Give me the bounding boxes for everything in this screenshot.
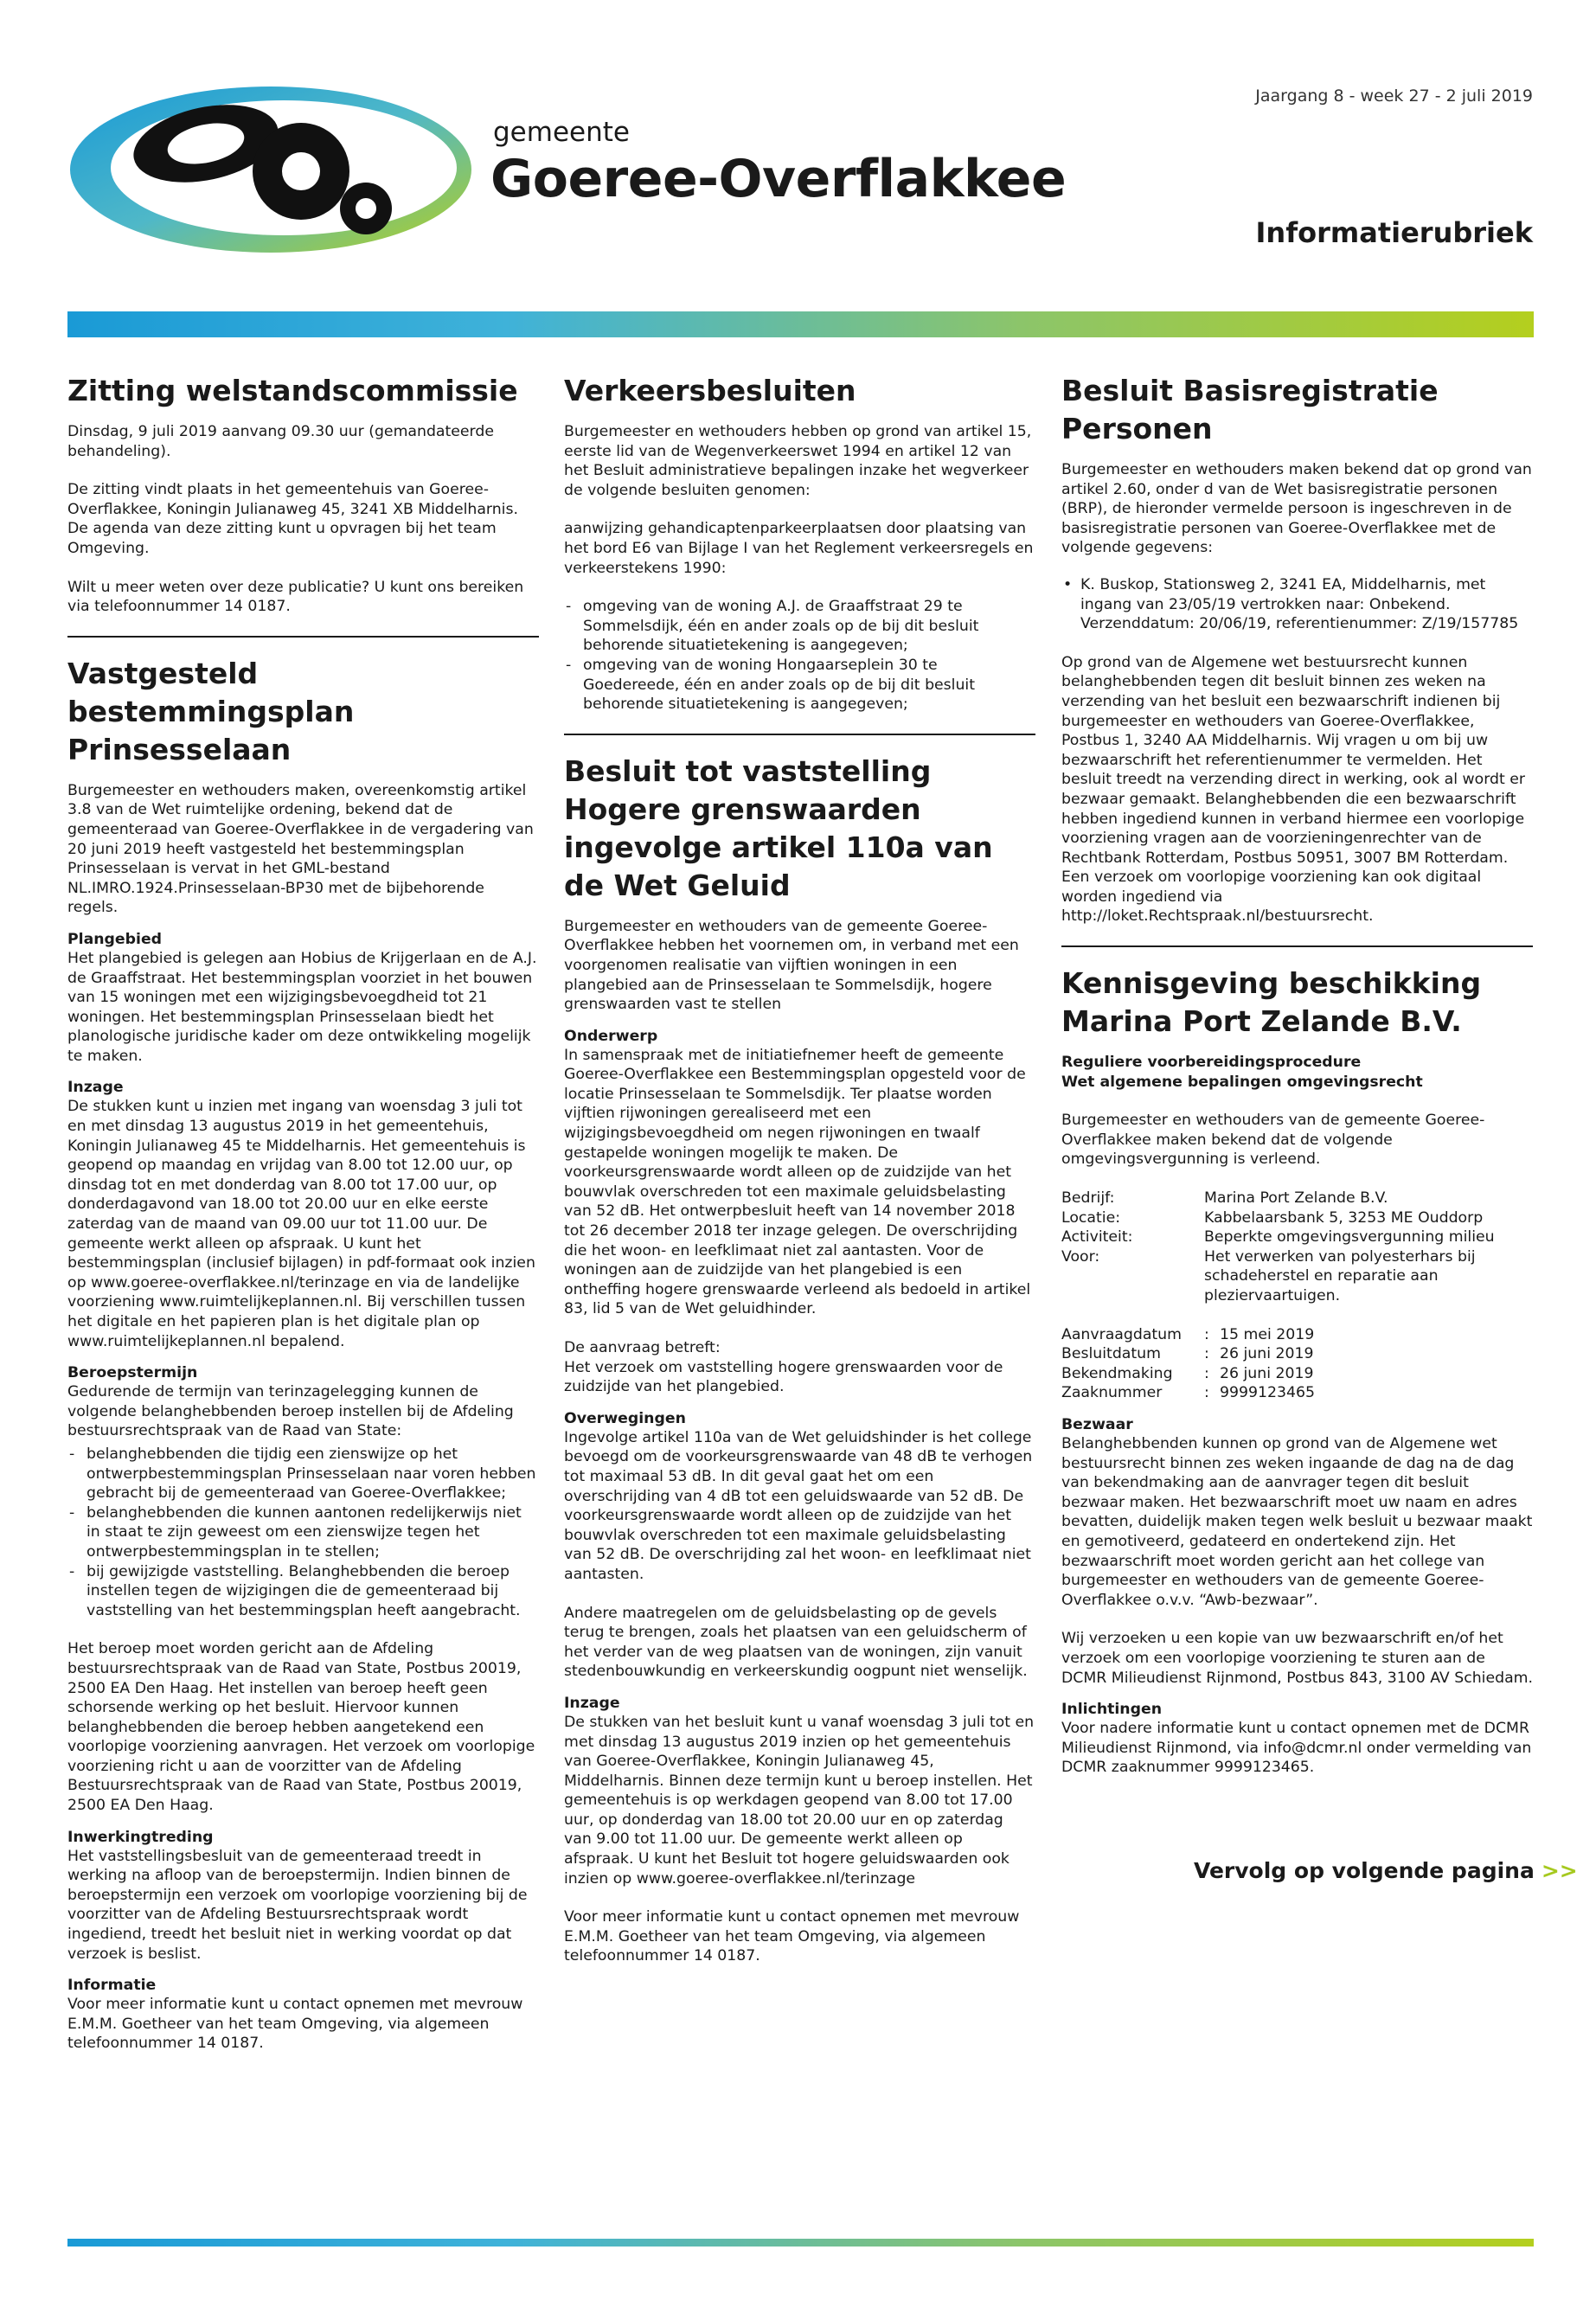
- continue-label[interactable]: Vervolg op volgende pagina: [1194, 1858, 1535, 1883]
- law-label: Wet algemene bepalingen omgevingsrecht: [1061, 1073, 1423, 1091]
- list-item: - belanghebbenden die kunnen aantonen redelijkerwijs niet in staat te zijn geweest om een zienswijze tegen het ontwerpbestemmingsplan in te stellen;: [67, 1503, 539, 1562]
- detail-value: 15 mei 2019: [1220, 1325, 1315, 1343]
- paragraph: Wij verzoeken u een kopie van uw bezwaarschrift en/of het verzoek om een voorlopige voorziening te sturen aan de DCMR Milieudienst Rijnmond, Postbus 843, 3100 AV Schiedam.: [1061, 1630, 1533, 1687]
- paragraph: Wilt u meer weten over deze publicatie? U kunt ons bereiken via telefoonnummer 14 0187.: [67, 578, 524, 616]
- list-item: - omgeving van de woning A.J. de Graaffstraat 29 te Sommelsdijk, één en ander zoals op de bij dit besluit behorende situatietekening is aangegeven;: [564, 597, 1035, 656]
- section-title: Kennisgeving beschikking Marina Port Zelande B.V.: [1061, 966, 1482, 1039]
- paragraph: aanwijzing gehandicaptenparkeerplaatsen door plaatsing van het bord E6 van Bijlage I van het Reglement verkeersregels en verkeerstekens 1990:: [564, 520, 1034, 577]
- detail-value: Marina Port Zelande B.V.: [1204, 1189, 1388, 1208]
- double-chevron-icon: >>: [1541, 1858, 1578, 1883]
- detail-value: 26 juni 2019: [1220, 1364, 1314, 1382]
- subheading: Informatie: [67, 1977, 157, 1995]
- list-item: • K. Buskop, Stationsweg 2, 3241 EA, Middelharnis, met ingang van 23/05/19 vertrokken naar: Onbekend. Verzenddatum: 20/06/19, referentienummer: Z/19/157785: [1061, 575, 1533, 634]
- detail-key: Zaaknummer: [1061, 1384, 1163, 1402]
- divider: [67, 636, 539, 638]
- paragraph: Op grond van de Algemene wet bestuursrecht kunnen belanghebbenden tegen dit besluit binnen zes weken na verzending van het besluit een bezwaarschrift indienen bij burgemeester en wethouders van Goeree-Overflakkee, Postbus 1, 3240 AA Middelharnis. Wij vragen u om bij uw bezwaarschrift het referentienummer te vermelden. Het besluit treedt na verzending direct in werking, ook al wordt er bezwaar gemaakt. Belanghebbenden die een bezwaarschrift hebben ingediend kunnen in verband hiermee een voorlopige voorziening vragen aan de voorzieningenrechter van de Rechtbank Rotterdam, Postbus 50951, 3007 BM Rotterdam. Een verzoek om voorlopige voorziening kan ook digitaal worden ingediend via http://loket.Rechtspraak.nl/bestuursrecht.: [1061, 653, 1526, 926]
- section-title: Zitting welstandscommissie: [67, 374, 518, 407]
- procedure-label: Reguliere voorbereidingsprocedure: [1061, 1054, 1362, 1072]
- section-title: Besluit tot vaststelling Hogere grenswaarden ingevolge artikel 110a van de Wet Geluid: [564, 753, 993, 902]
- edition-info: Jaargang 8 - week 27 - 2 juli 2019: [1255, 87, 1533, 106]
- list-item: - omgeving van de woning Hongaarseplein 30 te Goedereede, één en ander zoals op de bij dit besluit behorende situatietekening is aangegeven;: [564, 656, 1035, 715]
- paragraph: Andere maatregelen om de geluidsbelasting op de gevels terug te brengen, zoals het plaatsen van een geluidscherm of het verder van de weg plaatsen van de woningen, zijn vanuit stedenbouwkundig en verkeerskundig oogpunt niet wenselijk.: [564, 1604, 1028, 1681]
- paragraph: Burgemeester en wethouders van de gemeente Goeree-Overflakkee maken bekend dat de volgende omgevingsvergunning is verleend.: [1061, 1112, 1485, 1169]
- detail-value: Het verwerken van polyesterhars bij schadeherstel en reparatie aan pleziervaartuigen.: [1204, 1247, 1476, 1304]
- subheading: Inlichtingen: [1061, 1701, 1163, 1719]
- column-1: [67, 372, 539, 2054]
- subheading: Beroepstermijn: [67, 1364, 198, 1382]
- rubric-title: Informatierubriek: [1255, 216, 1533, 249]
- subheading: Bezwaar: [1061, 1415, 1133, 1433]
- paragraph: Burgemeester en wethouders hebben op grond van artikel 15, eerste lid van de Wegenverkeerswet 1994 en artikel 12 van het Besluit administratieve bepalingen inzake het wegverkeer de volgende besluiten genomen:: [564, 423, 1032, 499]
- paragraph: In samenspraak met de initiatiefnemer heeft de gemeente Goeree-Overflakkee een Bestemmingsplan opgesteld voor de locatie Prinsesselaan te Sommelsdijk. Ter plaatse worden vijftien rijwoningen gerealiseerd met een wijzigingsbevoegdheid om negen rijwoningen en twaalf gestapelde woningen mogelijk te maken. De voorkeursgrenswaarde wordt alleen op de zuidzijde van het bouwvlak overschreden tot een maximale geluidsbelasting van 52 dB. Het ontwerpbesluit heeft van 14 november 2018 tot 26 december 2018 ter inzage gelegen. De overschrijding die het woon- en leefklimaat niet zal aantasten. Voor de woningen aan de zuidzijde van het plangebied is een ontheffing hogere grenswaarde verleend als bedoeld in artikel 83, lid 5 van de Wet geluidhinder.: [564, 1046, 1031, 1318]
- paragraph: Belanghebbenden kunnen op grond van de Algemene wet bestuursrecht binnen zes weken ingaande de dag na de dag van bekendmaking aan de aanvrager tegen dit besluit bezwaar maken. Het bezwaarschrift moet uw naam en adres bevatten, duidelijk maken tegen welk besluit u bezwaar maakt en gemotiveerd, gedateerd en ondertekend zijn. Het bezwaarschrift moet worden gericht aan het college van burgemeester en wethouders van de gemeente Goeree-Overflakkee o.v.v. “Awb-bezwaar”.: [1061, 1434, 1533, 1609]
- section-title: Verkeersbesluiten: [564, 374, 856, 407]
- paragraph: Voor nadere informatie kunt u contact opnemen met de DCMR Milieudienst Rijnmond, via info@dcmr.nl onder vermelding van DCMR zaaknummer 9999123465.: [1061, 1720, 1532, 1777]
- detail-value: Beperkte omgevingsvergunning milieu: [1204, 1228, 1495, 1247]
- paragraph: Het plangebied is gelegen aan Hobius de Krijgerlaan en de A.J. de Graaffstraat. Het bestemmingsplan voorziet in het bouwen van 15 woningen met een wijzigingsbevoegdheid tot 21 woningen. Het bestemmingsplan Prinsesselaan biedt het planologische juridische kader om deze ontwikkeling mogelijk te maken.: [67, 949, 537, 1065]
- paragraph: Ingevolge artikel 110a van de Wet geluidshinder is het college bevoegd om de voorkeursgrenswaarde van 48 dB te verhogen tot maximaal 53 dB. In dit geval gaat het om een overschrijding van 4 dB tot een geluidswaarde van 52 dB. De voorkeursgrenswaarde wordt alleen op de zuidzijde van het bouwvlak overschreden tot een maximale geluidsbelasting van 52 dB. De overschrijding zal het woon- en leefklimaat niet aantasten.: [564, 1428, 1033, 1583]
- detail-value: 26 juni 2019: [1220, 1345, 1314, 1363]
- detail-key: Bekendmaking: [1061, 1364, 1173, 1382]
- subheading: Plangebied: [67, 930, 163, 948]
- detail-key: Activiteit:: [1061, 1228, 1133, 1247]
- paragraph: De stukken kunt u inzien met ingang van woensdag 3 juli tot en met dinsdag 13 augustus 2019 in het gemeentehuis, Koningin Julianaweg 45 te Middelharnis. Het gemeentehuis is geopend op maandag en vrijdag van 8.00 tot 12.00 uur, op dinsdag tot en met donderdag van 8.00 tot 17.00 uur, op donderdagavond van 18.00 tot 20.00 uur en elke eerste zaterdag van de maand van 09.00 uur tot 11.00 uur. De gemeente werkt alleen op afspraak. U kunt het bestemmingsplan (inclusief bijlagen) in pdf-formaat ook inzien op www.goeree-overflakkee.nl/terinzage en via de landelijke voorziening www.ruimtelijkeplannen.nl. Bij verschillen tussen het digitale en het papieren plan is het digitale plan op www.ruimtelijkeplannen.nl bepalend.: [67, 1098, 535, 1350]
- section-title: Vastgesteld bestemmingsplan Prinsesselaan: [67, 656, 355, 766]
- dash-list: [67, 1445, 539, 1620]
- paragraph: Gedurende de termijn van terinzagelegging kunnen de volgende belanghebbenden beroep instellen bij de Afdeling bestuursrechtspraak van de Raad van State:: [67, 1383, 514, 1440]
- detail-key: Bedrijf:: [1061, 1189, 1115, 1208]
- permit-details: [1061, 1189, 1533, 1306]
- paragraph: Dinsdag, 9 juli 2019 aanvang 09.30 uur (gemandateerde behandeling).: [67, 423, 494, 460]
- detail-value: Kabbelaarsbank 5, 3253 ME Ouddorp: [1204, 1208, 1484, 1227]
- list-item: - belanghebbenden die tijdig een zienswijze op het ontwerpbestemmingsplan Prinsesselaan naar voren hebben gebracht bij de gemeenteraad van Goeree-Overflakkee;: [67, 1445, 539, 1503]
- paragraph: Het beroep moet worden gericht aan de Afdeling bestuursrechtspraak van de Raad van State, Postbus 20019, 2500 EA Den Haag. Het instellen van beroep heeft geen schorsende werking op het besluit. Hiervoor kunnen belanghebbenden die beroep hebben aangetekend een voorlopige voorziening aanvragen. Het verzoek om voorlopige voorziening richt u aan de voorzitter van de Afdeling Bestuursrechtspraak van de Raad van State, Postbus 20019, 2500 EA Den Haag.: [67, 1640, 535, 1815]
- brand-small: gemeente: [493, 117, 630, 148]
- detail-sep: :: [1204, 1364, 1209, 1382]
- continue-link[interactable]: [1194, 1858, 1578, 1883]
- divider: [564, 734, 1035, 735]
- subheading: Inzage: [67, 1079, 124, 1097]
- paragraph: De zitting vindt plaats in het gemeentehuis van Goeree-Overflakkee, Koningin Julianaweg 45, 3241 XB Middelharnis. De agenda van deze zitting kunt u opvragen bij het team Omgeving.: [67, 481, 518, 557]
- column-3: [1061, 372, 1533, 1778]
- subheading: Inwerkingtreding: [67, 1828, 214, 1846]
- paragraph: De aanvraag betreft: Het verzoek om vaststelling hogere grenswaarden voor de zuidzijde van het plangebied.: [564, 1339, 1003, 1396]
- subheading: Overwegingen: [564, 1409, 686, 1427]
- detail-key: Locatie:: [1061, 1208, 1121, 1227]
- paragraph: Voor meer informatie kunt u contact opnemen met mevrouw E.M.M. Goetheer van het team Omgeving, via algemeen telefoonnummer 14 0187.: [67, 1996, 523, 2053]
- brand-title: Goeree-Overflakkee: [490, 149, 1067, 209]
- section-title: Besluit Basisregistratie Personen: [1061, 374, 1439, 445]
- paragraph: Burgemeester en wethouders maken bekend dat op grond van artikel 2.60, onder d van de Wet basisregistratie personen (BRP), de hieronder vermelde persoon is ingeschreven in de basisregistratie personen van Goeree-Overflakkee met de volgende gegevens:: [1061, 461, 1532, 557]
- subheading: Inzage: [564, 1694, 620, 1712]
- list-item: - bij gewijzigde vaststelling. Belanghebbenden die beroep instellen tegen de wijzigingen die de gemeenteraad bij vaststelling van het bestemmingsplan heeft aangebracht.: [67, 1562, 539, 1621]
- subheading: Onderwerp: [564, 1027, 658, 1045]
- dash-list: [564, 597, 1035, 715]
- header-gradient-bar: [67, 311, 1534, 337]
- detail-value: 9999123465: [1220, 1384, 1315, 1402]
- paragraph: Het vaststellingsbesluit van de gemeenteraad treedt in werking na afloop van de beroepstermijn. Indien binnen de beroepstermijn een verzoek om voorlopige voorziening bij de voorzitter van de Afdeling Bestuursrechtspraak wordt ingediend, treedt het besluit niet in werking voordat op dat verzoek is beslist.: [67, 1847, 528, 1963]
- detail-key: Voor:: [1061, 1247, 1100, 1266]
- paragraph: Burgemeester en wethouders van de gemeente Goeree-Overflakkee hebben het voornemen om, in verband met een voorgenomen realisatie van vijftien woningen in een plangebied aan de Prinsesselaan te Sommelsdijk, hogere grenswaarden vast te stellen: [564, 917, 1019, 1014]
- paragraph: De stukken van het besluit kunt u vanaf woensdag 3 juli tot en met dinsdag 13 augustus 2019 inzien op het gemeentehuis van Goeree-Overflakkee, Koningin Julianaweg 45, Middelharnis. Binnen deze termijn kunt u beroep instellen. Het gemeentehuis is op werkdagen geopend van 8.00 tot 17.00 uur, op donderdag van 18.00 tot 20.00 uur en op zaterdag van 9.00 tot 11.00 uur. De gemeente werkt alleen op afspraak. U kunt het Besluit tot hogere geluidswaarden ook inzien op www.goeree-overflakkee.nl/terinzage: [564, 1713, 1035, 1888]
- divider: [1061, 945, 1533, 947]
- detail-key: Besluitdatum: [1061, 1345, 1161, 1363]
- detail-sep: :: [1204, 1325, 1209, 1343]
- column-2: [564, 372, 1035, 1966]
- detail-key: Aanvraagdatum: [1061, 1325, 1182, 1343]
- municipality-logo: [67, 83, 474, 256]
- date-details: [1061, 1325, 1533, 1403]
- detail-sep: :: [1204, 1345, 1209, 1363]
- bullet-list: [1061, 575, 1533, 634]
- detail-sep: :: [1204, 1384, 1209, 1402]
- footer-gradient-bar: [67, 2239, 1534, 2247]
- paragraph: Burgemeester en wethouders maken, overeenkomstig artikel 3.8 van de Wet ruimtelijke ordening, bekend dat de gemeenteraad van Goeree-Overflakkee in de vergadering van 20 juni 2019 heeft vastgesteld het bestemmingsplan Prinsesselaan is vervat in het GML-bestand NL.IMRO.1924.Prinsesselaan-BP30 met de bijbehorende regels.: [67, 781, 534, 917]
- paragraph: Voor meer informatie kunt u contact opnemen met mevrouw E.M.M. Goetheer van het team Omgeving, via algemeen telefoonnummer 14 0187.: [564, 1908, 1020, 1965]
